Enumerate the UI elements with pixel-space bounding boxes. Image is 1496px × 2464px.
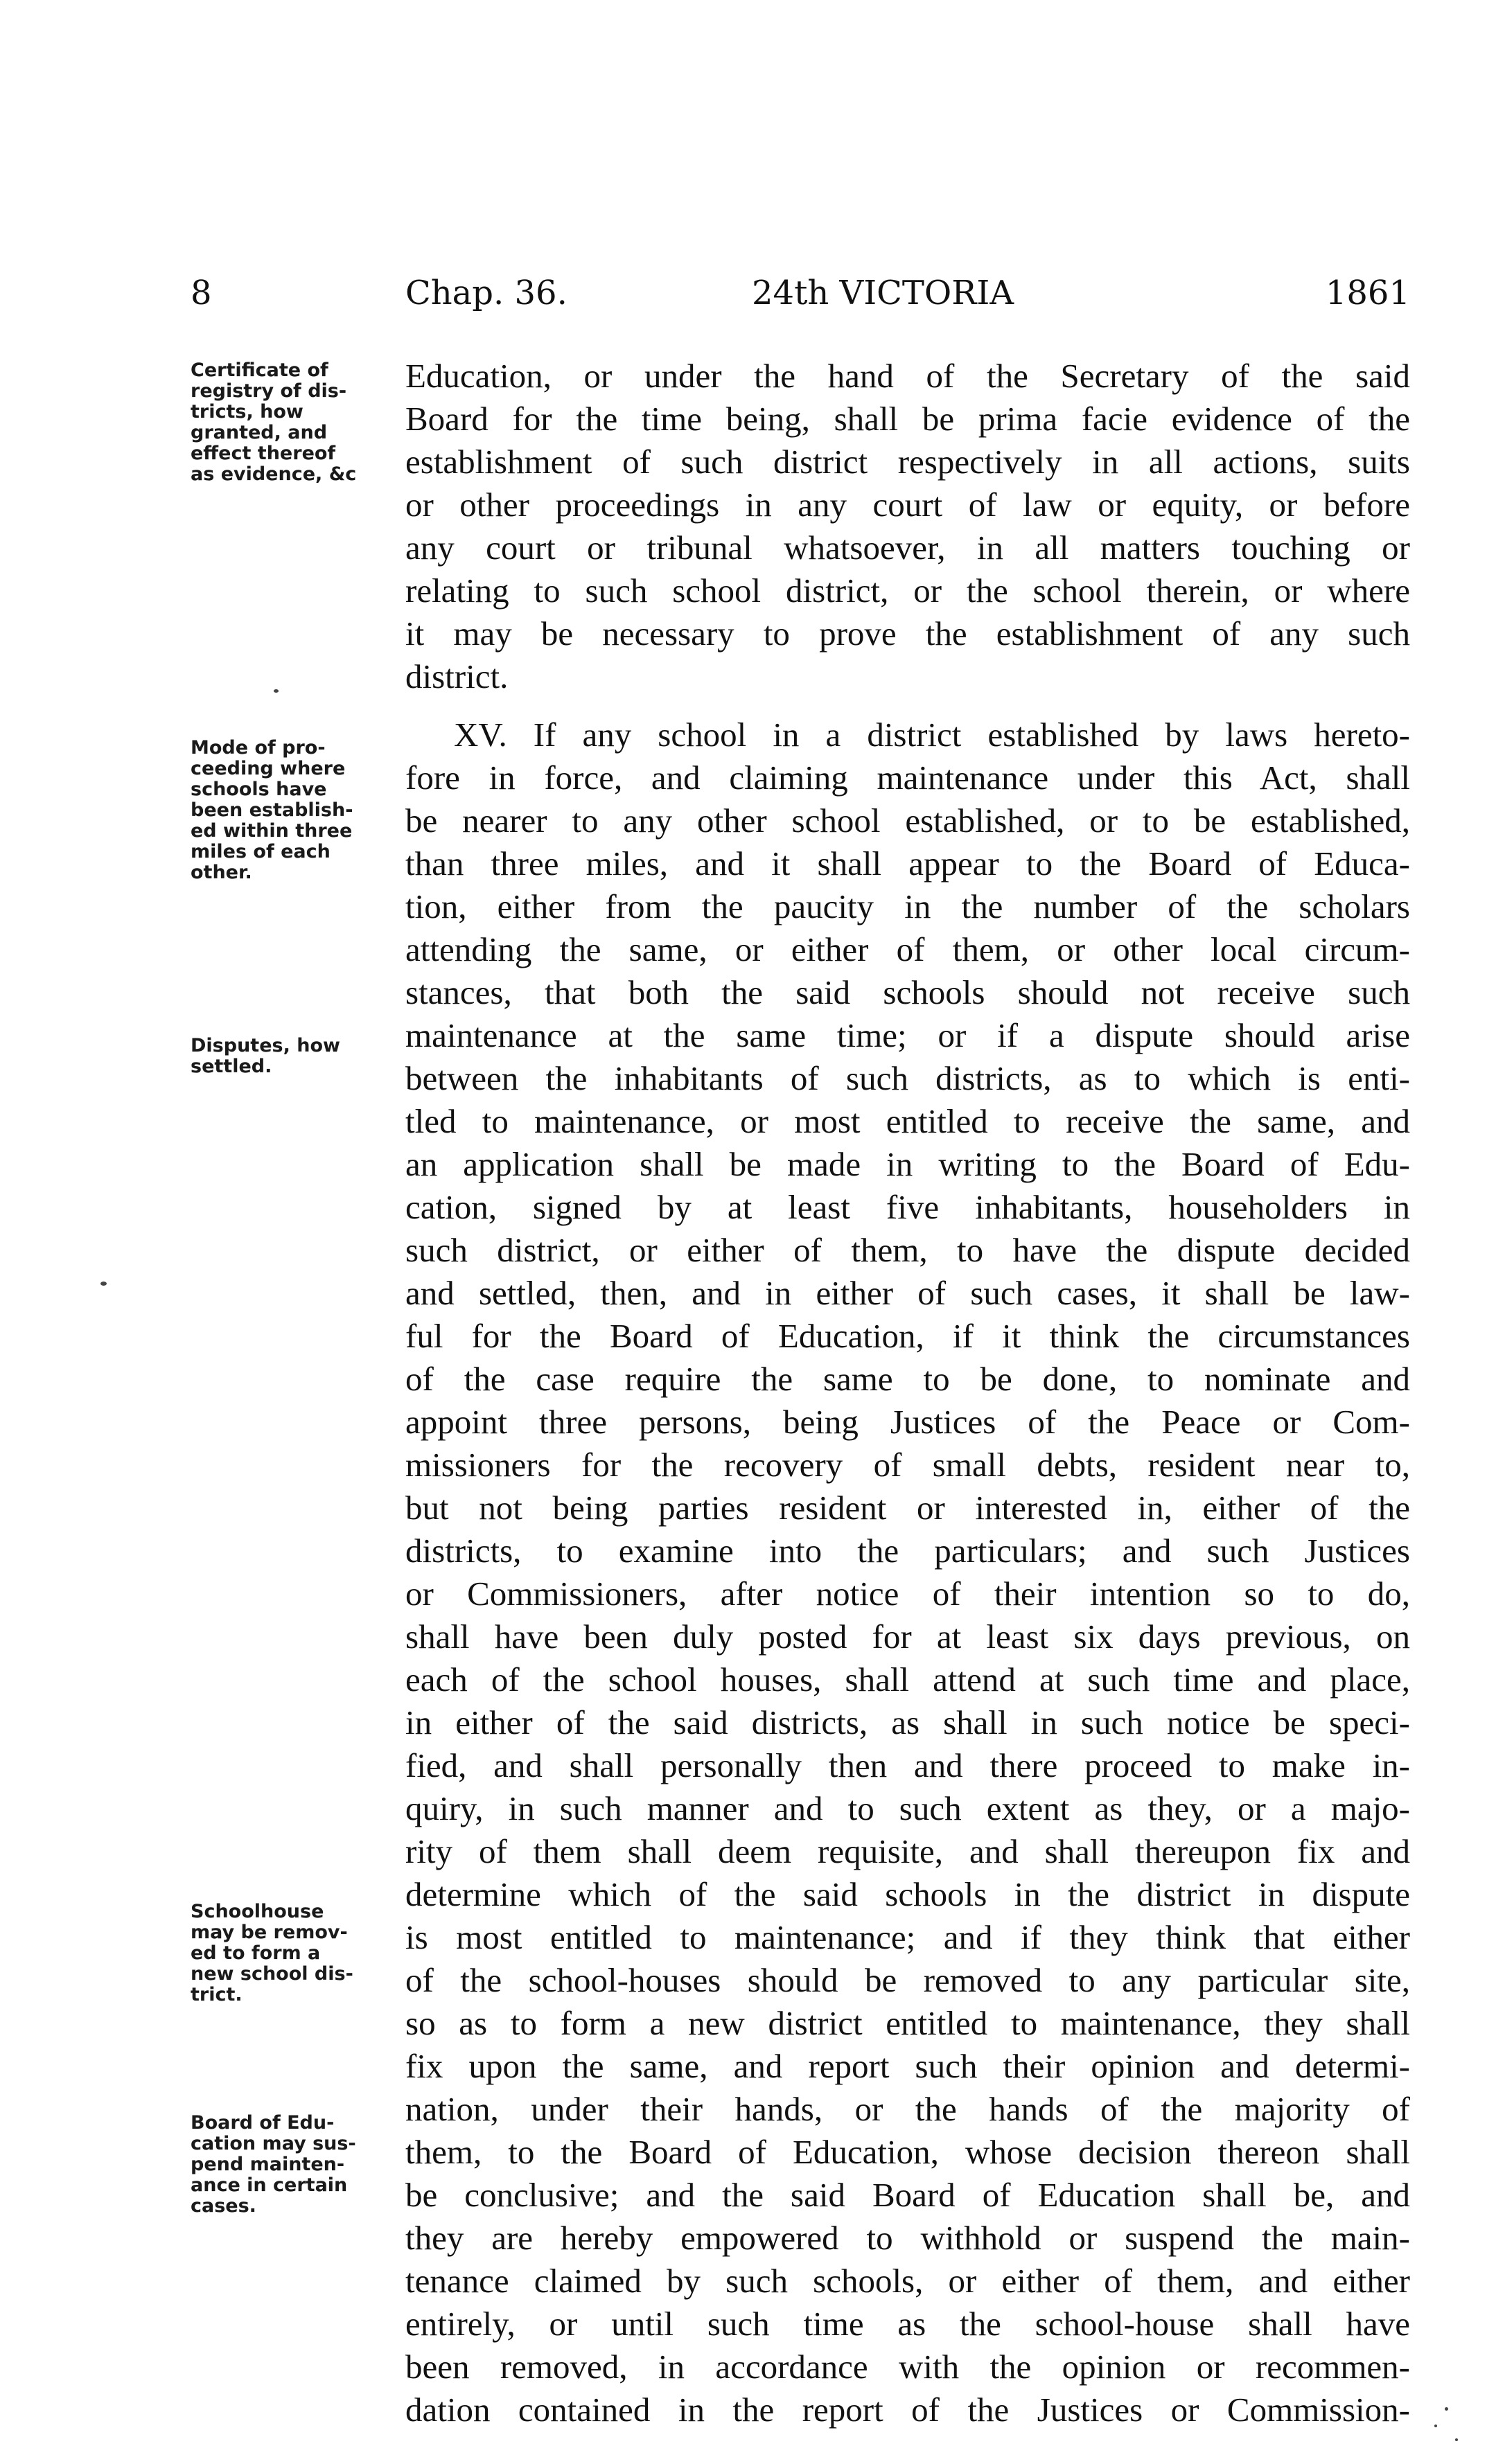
sidenote-line: Disputes, how [191, 1035, 340, 1056]
text-line: rity of them shall deem requisite, and shall thereupon fix and [405, 1832, 1410, 1870]
text-line: establishment of such district respectively in all actions, suits [405, 443, 1410, 481]
text-line: been removed, in accordance with the opinion or recommen- [405, 2348, 1410, 2386]
text-line: cation, signed by at least five inhabitants, householders in [405, 1188, 1410, 1226]
text-line: dation contained in the report of the Justices or Commission- [405, 2391, 1410, 2429]
sidenote-line: Mode of pro- [191, 737, 326, 759]
text-line: ful for the Board of Education, if it think the circumstances [405, 1317, 1410, 1355]
text-line: Education, or under the hand of the Secretary of the said [405, 357, 1410, 395]
sidenote-line: effect thereof [191, 443, 336, 464]
text-line: tion, either from the paucity in the number of the scholars [405, 887, 1410, 925]
text-line: or other proceedings in any court of law or equity, or before [405, 486, 1410, 524]
sidenote-line: schools have [191, 779, 327, 800]
sidenote-line: granted, and [191, 422, 328, 443]
sidenote-line: cases. [191, 2195, 256, 2217]
text-line: quiry, in such manner and to such extent as they, or a majo- [405, 1789, 1410, 1827]
text-line: each of the school houses, shall attend at such time and place, [405, 1660, 1410, 1699]
sidenote-board-of-education [191, 2113, 398, 2217]
section-xv [405, 714, 1410, 2431]
text-line: they are hereby empowered to withhold or suspend the main- [405, 2219, 1410, 2257]
chapter-label: Chap. 36. [405, 274, 567, 312]
text-line: relating to such school district, or the school therein, or where [405, 571, 1410, 610]
text-line: stances, that both the said schools should not receive such [405, 973, 1410, 1011]
text-line: entirely, or until such time as the school-house shall have [405, 2305, 1410, 2343]
text-line: attending the same, or either of them, or other local circum- [405, 930, 1410, 968]
text-line: any court or tribunal whatsoever, in all matters touching or [405, 529, 1410, 567]
text-line: be nearer to any other school established, or to be established, [405, 801, 1410, 840]
text-line: is most entitled to maintenance; and if they think that either [405, 1918, 1410, 1956]
text-line: district. [405, 657, 509, 695]
text-line: an application shall be made in writing to the Board of Edu- [405, 1145, 1410, 1183]
text-line: appoint three persons, being Justices of the Peace or Com- [405, 1403, 1410, 1441]
sidenote-line: ed to form a [191, 1942, 321, 1964]
text-line: nation, under their hands, or the hands of the majority of [405, 2090, 1410, 2128]
sidenote-line: new school dis- [191, 1963, 353, 1985]
text-line: districts, to examine into the particulars; and such Justices [405, 1532, 1410, 1570]
text-line: tled to maintenance, or most entitled to receive the same, and [405, 1102, 1410, 1140]
sidenote-line: cation may sus- [191, 2133, 356, 2154]
text-line: be conclusive; and the said Board of Education shall be, and [405, 2176, 1410, 2214]
text-line: fix upon the same, and report such their opinion and determi- [405, 2047, 1410, 2085]
text-line: between the inhabitants of such districts, as to which is enti- [405, 1059, 1410, 1097]
text-line: in either of the said districts, as shall in such notice be speci- [405, 1703, 1410, 1741]
sidenote-line: Board of Edu- [191, 2112, 335, 2134]
text-line: XV. If any school in a district established by laws hereto- [454, 716, 1410, 754]
act-title: 24th VICTORIA [752, 274, 1014, 312]
sidenote-line: registry of dis- [191, 380, 347, 402]
text-line: than three miles, and it shall appear to the Board of Educa- [405, 844, 1410, 883]
text-line: but not being parties resident or interested in, either of the [405, 1489, 1410, 1527]
sidenote-schoolhouse [191, 1902, 398, 2005]
text-line: missioners for the recovery of small debts, resident near to, [405, 1446, 1410, 1484]
text-line: Board for the time being, shall be prima facie evidence of the [405, 400, 1410, 438]
sidenote-line: may be remov- [191, 1922, 348, 1943]
text-line: of the school-houses should be removed to any particular site, [405, 1961, 1410, 1999]
sidenote-line: been establish- [191, 799, 353, 821]
scan-speck [1455, 2438, 1458, 2441]
sidenote-line: ceeding where [191, 758, 346, 779]
text-line: or Commissioners, after notice of their intention so to do, [405, 1575, 1410, 1613]
sidenote-line: Schoolhouse [191, 1901, 324, 1922]
text-line: so as to form a new district entitled to maintenance, they shall [405, 2004, 1410, 2042]
scan-speck [100, 1282, 107, 1286]
sidenote-line: miles of each [191, 841, 331, 862]
text-line: and settled, then, and in either of such cases, it shall be law- [405, 1274, 1410, 1312]
text-line: such district, or either of them, to have the dispute decided [405, 1231, 1410, 1269]
text-line: them, to the Board of Education, whose decision thereon shall [405, 2133, 1410, 2171]
scan-speck [1445, 2407, 1448, 2411]
text-line: it may be necessary to prove the establishment of any such [405, 614, 1410, 653]
year-label: 1861 [1325, 274, 1410, 312]
sidenote-line: ed within three [191, 820, 353, 842]
sidenote-disputes [191, 1036, 398, 1077]
sidenote-line: ance in certain [191, 2174, 348, 2196]
running-header [191, 274, 1410, 322]
text-line: shall have been duly posted for at least six days previous, on [405, 1617, 1410, 1656]
sidenote-line: tricts, how [191, 401, 303, 423]
sidenote-line: Certificate of [191, 360, 328, 381]
page-number: 8 [191, 274, 212, 312]
text-line: fore in force, and claiming maintenance under this Act, shall [405, 759, 1410, 797]
sidenote-line: as evidence, &c [191, 463, 357, 485]
sidenote-line: trict. [191, 1984, 243, 2005]
sidenote-line: pend mainten- [191, 2154, 345, 2175]
scan-speck [274, 689, 279, 693]
text-line: of the case require the same to be done, to nominate and [405, 1360, 1410, 1398]
paragraph-certificate-evidence [405, 355, 1410, 698]
sidenote-line: other. [191, 862, 252, 883]
sidenote-mode-of-proceeding [191, 738, 398, 883]
text-line: tenance claimed by such schools, or either of them, and either [405, 2262, 1410, 2300]
sidenote-certificate [191, 360, 398, 485]
text-line: determine which of the said schools in the district in dispute [405, 1875, 1410, 1913]
sidenote-line: settled. [191, 1056, 272, 1077]
text-line: fied, and shall personally then and there proceed to make in- [405, 1746, 1410, 1784]
scan-speck [1434, 2425, 1437, 2427]
text-line: maintenance at the same time; or if a dispute should arise [405, 1016, 1410, 1054]
